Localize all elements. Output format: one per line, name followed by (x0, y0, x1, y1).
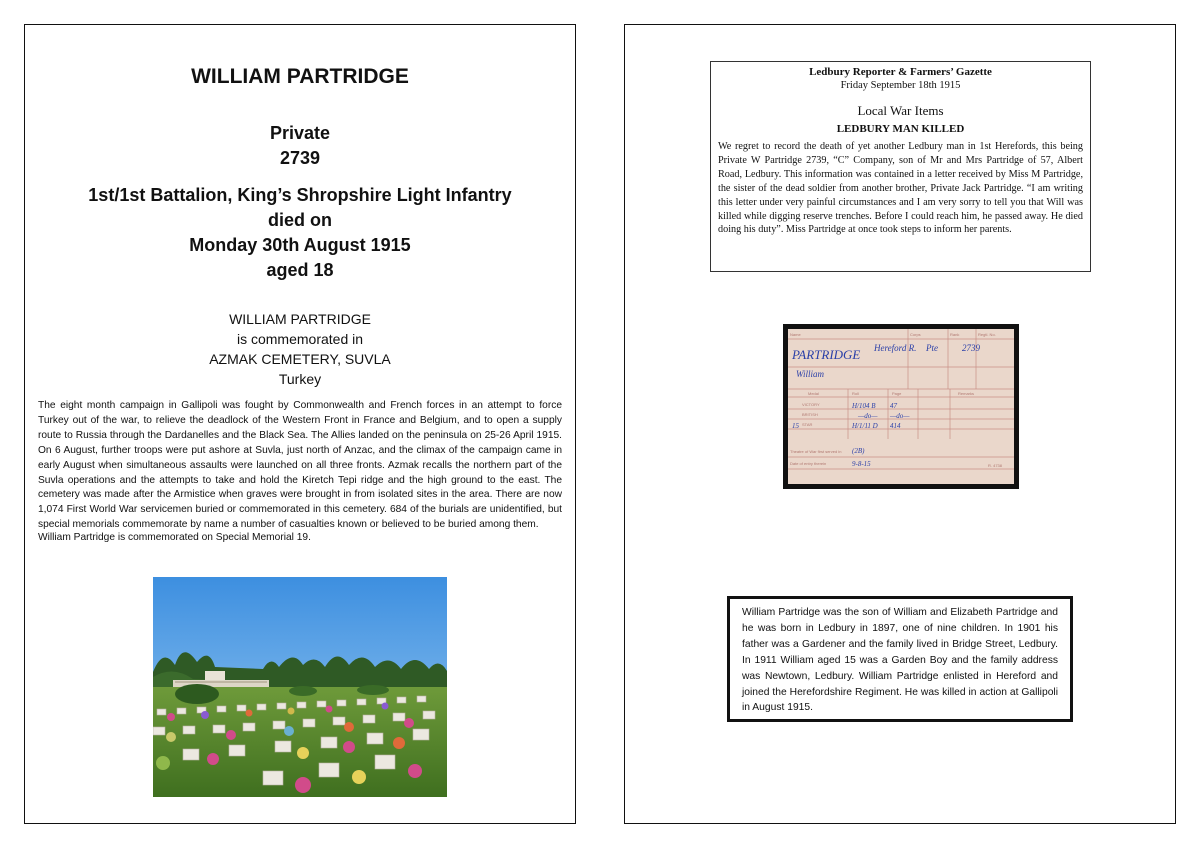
commemoration-block (25, 309, 575, 389)
svg-text:9-8-15: 9-8-15 (852, 460, 871, 468)
card-reference: R. 4738 (988, 463, 1003, 468)
age: aged 18 (266, 260, 334, 280)
newspaper-headline: LEDBURY MAN KILLED (836, 123, 965, 135)
svg-text:—do—: —do— (890, 412, 910, 420)
medal-card-lines (788, 329, 1014, 484)
svg-text:(2B): (2B) (852, 447, 865, 455)
svg-text:BRITISH: BRITISH (802, 412, 818, 417)
left-page (24, 24, 576, 824)
unit-block (25, 183, 575, 283)
country: Turkey (278, 371, 322, 387)
svg-text:Corps: Corps (910, 332, 921, 337)
card-forename: William (796, 369, 825, 379)
svg-text:Theatre of War first served in: Theatre of War first served in (790, 449, 842, 454)
card-regiment: Hereford R. (874, 343, 917, 353)
svg-text:VICTORY: VICTORY (802, 402, 820, 407)
biography-box (727, 596, 1073, 722)
svg-text:H/104 B: H/104 B (852, 402, 876, 410)
svg-text:Medal: Medal (808, 391, 819, 396)
newspaper-date: Friday September 18th 1915 (840, 80, 961, 91)
commem-label: is commemorated in (236, 331, 364, 347)
medal-index-card (783, 324, 1019, 489)
newspaper-section: Local War Items (857, 103, 944, 118)
cemetery-name: AZMAK CEMETERY, SUVLA (209, 351, 391, 367)
svg-text:47: 47 (890, 402, 897, 410)
special-memorial-text: William Partridge is commemorated on Special Memorial 19. (38, 532, 311, 543)
newspaper-body: We regret to record the death of yet another Ledbury man in 1st Herefords, this being Private W Partridge 2739, “C” Company, son of Mr and Mrs Partridge of 57, Albert Road, Ledbury. This information was contained in a letter received by Miss M Partridge, the sister of the dead soldier from another brother, Private Jack Partridge. “I am writing this letter under very painful circumstances and I am very sorry to tell you that Will was killed while digging reserve trenches. Before I could reach him, he passed away. He died doing his duty”. Miss Partridge at once took steps to inform her parents. (718, 141, 1083, 236)
svg-text:414: 414 (890, 422, 901, 430)
svg-text:Name: Name (790, 332, 801, 337)
biography-text: William Partridge was the son of William and Elizabeth Partridge and he was born in Ledbury in 1897, one of nine children. In 1901 his father was a Gardener and the family lived in Bridge Street, Ledbury. In 1911 William aged 15 was a Garden Boy and the family address was Newtown, Ledbury. William Partridge enlisted in Hereford and joined the Herefordshire Regiment. He was killed in action at Gallipoli in August 1915. (742, 607, 1058, 714)
svg-text:Page: Page (892, 391, 902, 396)
svg-text:Roll: Roll (852, 391, 859, 396)
commem-name: WILLIAM PARTRIDGE (229, 311, 371, 327)
card-rank: Pte (926, 343, 938, 353)
svg-text:H/1/11 D: H/1/11 D (852, 422, 878, 430)
campaign-history-text: The eight month campaign in Gallipoli was fought by Commonwealth and French forces in an attempt to force Turkey out of the war, to relieve the deadlock of the Western Front in France and Belgium, and to open a supply route to Russia through the Dardanelles and the Black Sea. The Allies landed on the peninsula on 25-26 April 1915. On 6 August, further troops were put ashore at Suvla, just north of Anzac, and the climax of the campaign came in early August when simultaneous assaults were launched on all three fronts. Azmak recalls the northern part of the Suvla operations and the attempts to take and hold the Kiretch Tepi ridge and the high ground to the east. The cemetery was made after the Armistice when graves were brought in from isolated sites in the area. There are now 1,074 First World War servicemen buried or commemorated in this cemetery. 684 of the burials are unidentified, but special memorials commemorate by name a number of casualties known or believed to be buried among them. (38, 400, 562, 531)
svg-text:Rank: Rank (950, 332, 960, 337)
svg-text:Regtl. No.: Regtl. No. (978, 332, 996, 337)
medal-card-face (788, 329, 1014, 484)
newspaper-clipping (710, 61, 1091, 272)
death-date: Monday 30th August 1915 (189, 235, 411, 255)
svg-text:—do—: —do— (858, 412, 878, 420)
card-surname: PARTRIDGE (792, 347, 861, 362)
rank: Private (269, 123, 331, 143)
svg-text:Date of entry therein: Date of entry therein (790, 461, 827, 466)
svg-text:15: 15 (792, 422, 799, 430)
card-number: 2739 (962, 343, 980, 353)
rank-block (25, 121, 575, 171)
died-on-label: died on (268, 210, 332, 230)
svg-text:Remarks: Remarks (958, 391, 975, 396)
right-page (624, 24, 1176, 824)
newspaper-title: Ledbury Reporter & Farmers’ Gazette (809, 66, 992, 78)
cemetery-photo-image (153, 577, 447, 797)
soldier-name-title: WILLIAM PARTRIDGE (191, 65, 409, 88)
unit: 1st/1st Battalion, King’s Shropshire Light Infantry (88, 185, 512, 205)
svg-text:STAR: STAR (802, 422, 813, 427)
cemetery-photo (153, 577, 447, 797)
service-number: 2739 (279, 148, 321, 168)
